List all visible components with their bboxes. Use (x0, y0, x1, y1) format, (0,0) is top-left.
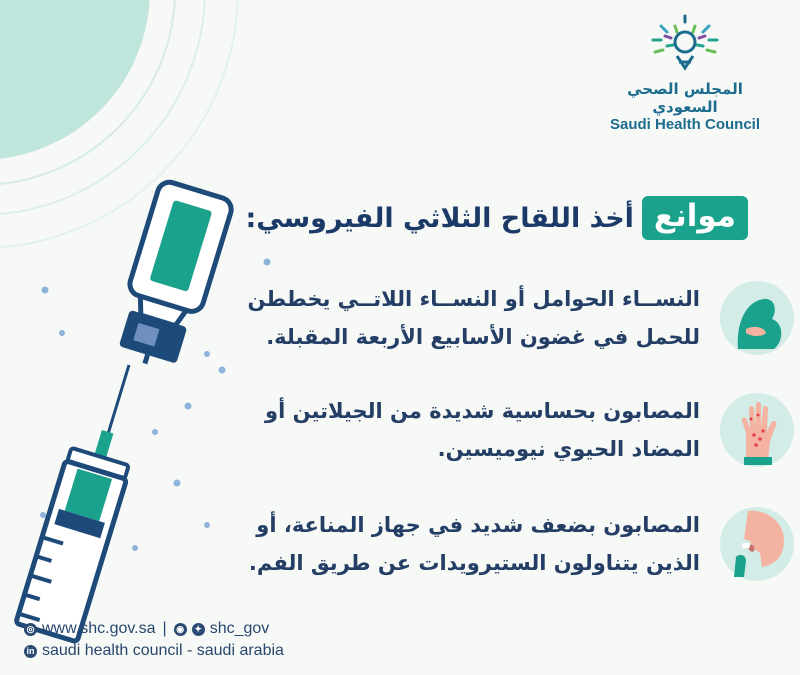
logo-english-name: Saudi Health Council (609, 116, 760, 133)
item-2-line-2: المضاد الحيوي نيوميسين. (437, 437, 700, 461)
website-link[interactable]: www.shc.gov.sa (42, 620, 156, 637)
page-title (246, 196, 749, 240)
social-handle[interactable]: shc_gov (209, 620, 270, 637)
title-badge: موانع (642, 196, 748, 240)
pregnant-woman-icon (718, 279, 796, 357)
allergic-hand-icon (718, 391, 796, 469)
council-emblem-icon (645, 12, 725, 76)
logo-arabic-name: المجلس الصحي السعودي (627, 80, 743, 116)
footer-row-web-social (24, 618, 284, 640)
oral-pill-icon (718, 505, 796, 583)
footer (24, 618, 284, 662)
title-text: أخذ اللقاح الثلاثي الفيروسي: (245, 202, 634, 234)
contraindication-item-pregnancy (200, 280, 700, 356)
footer-separator: | (162, 620, 167, 637)
contraindication-item-immunity (200, 506, 700, 582)
contraindication-item-allergy (200, 392, 700, 468)
item-1-line-1: النســاء الحوامل أو النســاء اللاتــي يخططن (247, 287, 700, 311)
footer-row-linkedin (24, 640, 284, 662)
twitter-icon[interactable]: ✦ (192, 623, 205, 636)
item-3-line-1: المصابون بضعف شديد في جهاز المناعة، أو (256, 513, 700, 537)
linkedin-icon[interactable]: in (24, 645, 37, 658)
item-1-line-2: للحمل في غضون الأسابيع الأربعة المقبلة. (266, 325, 700, 349)
globe-icon: ◎ (24, 623, 37, 636)
syringe-illustration (16, 422, 139, 642)
saudi-health-council-logo (600, 12, 770, 133)
item-2-line-1: المصابون بحساسية شديدة من الجيلاتين أو (265, 399, 700, 423)
instagram-icon[interactable]: ◉ (174, 623, 187, 636)
linkedin-link[interactable]: saudi health council - saudi arabia (42, 642, 284, 659)
item-3-line-2: الذين يتناولون الستيرويدات عن طريق الفم. (248, 551, 700, 575)
